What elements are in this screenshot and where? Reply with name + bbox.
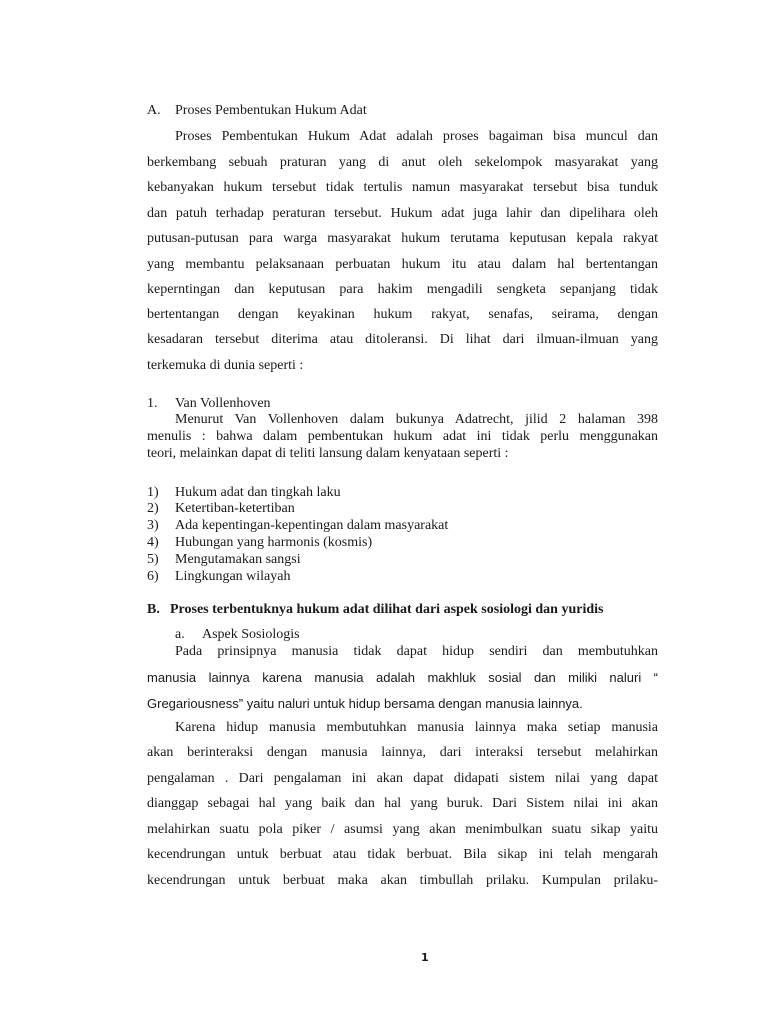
page-number: 1 [421, 951, 429, 964]
list-item-number: 2) [147, 501, 159, 516]
list-item-number: 1) [147, 485, 159, 500]
paragraph-line: akan berinteraksi dengan manusia lainnya, dari interaksi tersebut melahirkan [147, 745, 658, 760]
list-item-text: Hubungan yang harmonis (kosmis) [175, 535, 373, 550]
list-item-number: 6) [147, 569, 159, 584]
item-number: 1. [147, 396, 158, 411]
list-item-text: Mengutamakan sangsi [175, 552, 301, 567]
paragraph-line: manusia lainnya karena manusia adalah makhluk sosial dan miliki naluri “ [147, 670, 658, 685]
section-a-label: A. [147, 103, 161, 118]
paragraph-line: kecendrungan untuk berbuat maka akan timbullah prilaku. Kumpulan prilaku- [147, 873, 658, 888]
paragraph-line: berkembang sebuah praturan yang di anut oleh sekelompok masyarakat yang [147, 155, 658, 170]
subsection-heading: Aspek Sosiologis [202, 627, 300, 642]
list-item-text: Ketertiban-ketertiban [175, 501, 295, 516]
paragraph-line: yang membantu pelaksanaan perbuatan hukum itu atau dalam hal bertentangan [147, 257, 658, 272]
paragraph-line: bertentangan dengan keyakinan hukum rakyat, senafas, seirama, dengan [147, 307, 658, 322]
list-item-text: Lingkungan wilayah [175, 569, 291, 584]
item-text-line: menulis : bahwa dalam pembentukan hukum adat ini tidak perlu menggunakan [147, 429, 658, 444]
item-text-line: Menurut Van Vollenhoven dalam bukunya Adatrecht, jilid 2 halaman 398 [175, 412, 658, 427]
paragraph-line: dan patuh terhadap peraturan tersebut. Hukum adat juga lahir dan dipelihara oleh [147, 206, 658, 221]
paragraph-line: kesadaran tersebut diterima atau ditoleransi. Di lihat dari ilmuan-ilmuan yang [147, 332, 658, 347]
subsection-label: a. [175, 627, 185, 642]
paragraph-line: kebanyakan hukum tersebut tidak tertulis namun masyarakat tersebut bisa tunduk [147, 180, 658, 195]
paragraph-line: keperntingan dan keputusan para hakim mengadili sengketa sepanjang tidak [147, 282, 658, 297]
paragraph-line: Karena hidup manusia membutuhkan manusia lainnya maka setiap manusia [175, 720, 658, 735]
paragraph-line: terkemuka di dunia seperti : [147, 358, 304, 373]
paragraph-line: dianggap sebagai hal yang baik dan hal yang buruk. Dari Sistem nilai ini akan [147, 796, 658, 811]
paragraph-line: Proses Pembentukan Hukum Adat adalah proses bagaiman bisa muncul dan [175, 129, 658, 144]
list-item-number: 3) [147, 518, 159, 533]
list-item-text: Ada kepentingan-kepentingan dalam masyarakat [175, 518, 449, 533]
paragraph-line: kecendrungan untuk berbuat atau tidak berbuat. Bila sikap ini telah mengarah [147, 847, 658, 862]
list-item-number: 5) [147, 552, 159, 567]
item-text-line: teori, melainkan dapat di teliti lansung dalam kenyataan seperti : [147, 446, 509, 461]
paragraph-line: putusan-putusan para warga masyarakat hukum terutama keputusan kepala rakyat [147, 231, 658, 246]
paragraph-line: Pada prinsipnya manusia tidak dapat hidup sendiri dan membutuhkan [175, 644, 658, 659]
list-item-number: 4) [147, 535, 159, 550]
paragraph-line: Gregariousness” yaitu naluri untuk hidup bersama dengan manusia lainnya. [147, 696, 583, 711]
paragraph-line: melahirkan suatu pola piker / asumsi yang akan menimbulkan suatu sikap yaitu [147, 822, 658, 837]
section-a-heading: Proses Pembentukan Hukum Adat [175, 103, 367, 118]
section-b-heading: Proses terbentuknya hukum adat dilihat dari aspek sosiologi dan yuridis [170, 602, 604, 617]
paragraph-line: pengalaman . Dari pengalaman ini akan dapat didapati sistem nilai yang dapat [147, 771, 658, 786]
section-b-label: B. [147, 602, 160, 617]
list-item-text: Hukum adat dan tingkah laku [175, 485, 341, 500]
item-title: Van Vollenhoven [175, 396, 271, 411]
